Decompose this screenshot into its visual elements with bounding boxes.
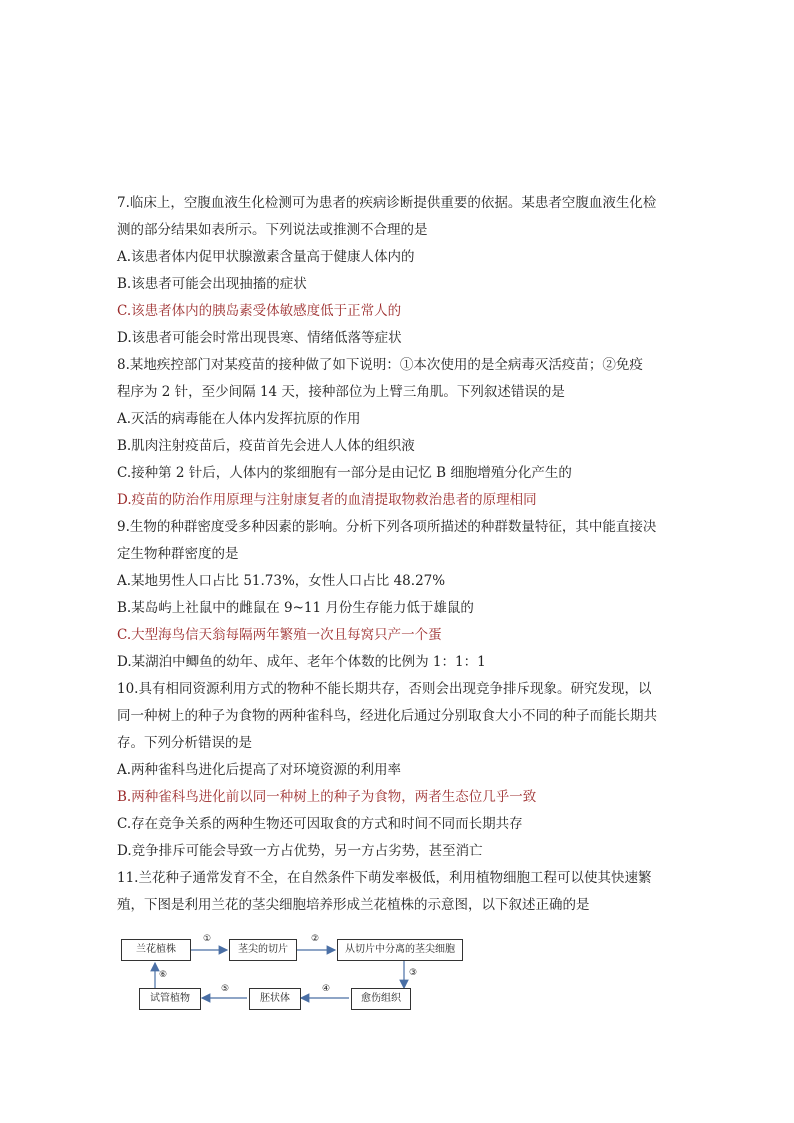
text-line: B.某岛屿上社鼠中的雌鼠在 9~11 月份生存能力低于雄鼠的 xyxy=(117,600,474,616)
box-embryoid: 胚状体 xyxy=(249,988,301,1010)
step-5: ⑤ xyxy=(221,984,230,994)
text-line: A.两种雀科鸟进化后提高了对环境资源的利用率 xyxy=(117,762,402,778)
text-line: 存。下列分析错误的是 xyxy=(117,735,252,751)
question-text xyxy=(117,190,677,919)
box-stem-tip-slice: 茎尖的切片 xyxy=(229,939,297,961)
text-line: D.竞争排斥可能会导致一方占优势，另一方占劣势，甚至消亡 xyxy=(117,843,483,859)
text-line: 9.生物的种群密度受多种因素的影响。分析下列各项所描述的种群数量特征，其中能直接决 xyxy=(117,519,657,535)
step-4: ④ xyxy=(322,984,331,994)
step-2: ② xyxy=(311,934,320,944)
text-line: C.大型海鸟信天翁每隔两年繁殖一次且每窝只产一个蛋 xyxy=(117,627,442,643)
text-line: C.存在竞争关系的两种生物还可因取食的方式和时间不同而长期共存 xyxy=(117,816,523,832)
step-1: ① xyxy=(203,934,212,944)
step-3: ③ xyxy=(409,968,418,978)
text-line: B.两种雀科鸟进化前以同一种树上的种子为食物，两者生态位几乎一致 xyxy=(117,789,537,805)
box-orchid-plant: 兰花植株 xyxy=(121,939,191,961)
text-line: C.接种第 2 针后，人体内的浆细胞有一部分是由记忆 B 细胞增殖分化产生的 xyxy=(117,465,572,481)
flowchart xyxy=(117,930,497,1020)
text-line: A.灭活的病毒能在人体内发挥抗原的作用 xyxy=(117,411,361,427)
text-line: D.疫苗的防治作用原理与注射康复者的血清提取物救治患者的原理相同 xyxy=(117,492,537,508)
text-line: A.某地男性人口占比 51.73%，女性人口占比 48.27% xyxy=(117,573,446,589)
text-line: 定生物种群密度的是 xyxy=(117,546,239,562)
text-line: 殖，下图是利用兰花的茎尖细胞培养形成兰花植株的示意图，以下叙述正确的是 xyxy=(117,897,590,913)
text-line: 同一种树上的种子为食物的两种雀科鸟，经进化后通过分别取食大小不同的种子而能长期共 xyxy=(117,708,657,724)
text-line: B.肌肉注射疫苗后，疫苗首先会进人人体的组织液 xyxy=(117,438,415,454)
text-line: 8.某地疾控部门对某疫苗的接种做了如下说明：①本次使用的是全病毒灭活疫苗；②免疫 xyxy=(117,357,643,373)
text-line: 11.兰花种子通常发育不全，在自然条件下萌发率极低，利用植物细胞工程可以使其快速繁 xyxy=(117,870,652,886)
text-line: D.该患者可能会时常出现畏寒、情绪低落等症状 xyxy=(117,330,402,346)
text-line: 7.临床上，空腹血液生化检测可为患者的疾病诊断提供重要的依据。某患者空腹血液生化检 xyxy=(117,195,657,211)
text-line: C.该患者体内的胰岛素受体敏感度低于正常人的 xyxy=(117,303,402,319)
box-test-tube-plant: 试管植物 xyxy=(139,988,201,1010)
text-line: 测的部分结果如表所示。下列说法或推测不合理的是 xyxy=(117,222,428,238)
box-callus: 愈伤组织 xyxy=(351,988,411,1010)
text-line: 程序为 2 针，至少间隔 14 天，接种部位为上臂三角肌。下列叙述错误的是 xyxy=(117,384,565,400)
text-line: B.该患者可能会出现抽搐的症状 xyxy=(117,276,307,292)
text-line: A.该患者体内促甲状腺激素含量高于健康人体内的 xyxy=(117,249,415,265)
text-line: D.某湖泊中鲫鱼的幼年、成年、老年个体数的比例为 1：1：1 xyxy=(117,654,486,670)
box-isolated-cells: 从切片中分离的茎尖细胞 xyxy=(337,939,463,961)
text-line: 10.具有相同资源利用方式的物种不能长期共存，否则会出现竞争排斥现象。研究发现，以 xyxy=(117,681,652,697)
step-6: ⑥ xyxy=(159,970,168,980)
